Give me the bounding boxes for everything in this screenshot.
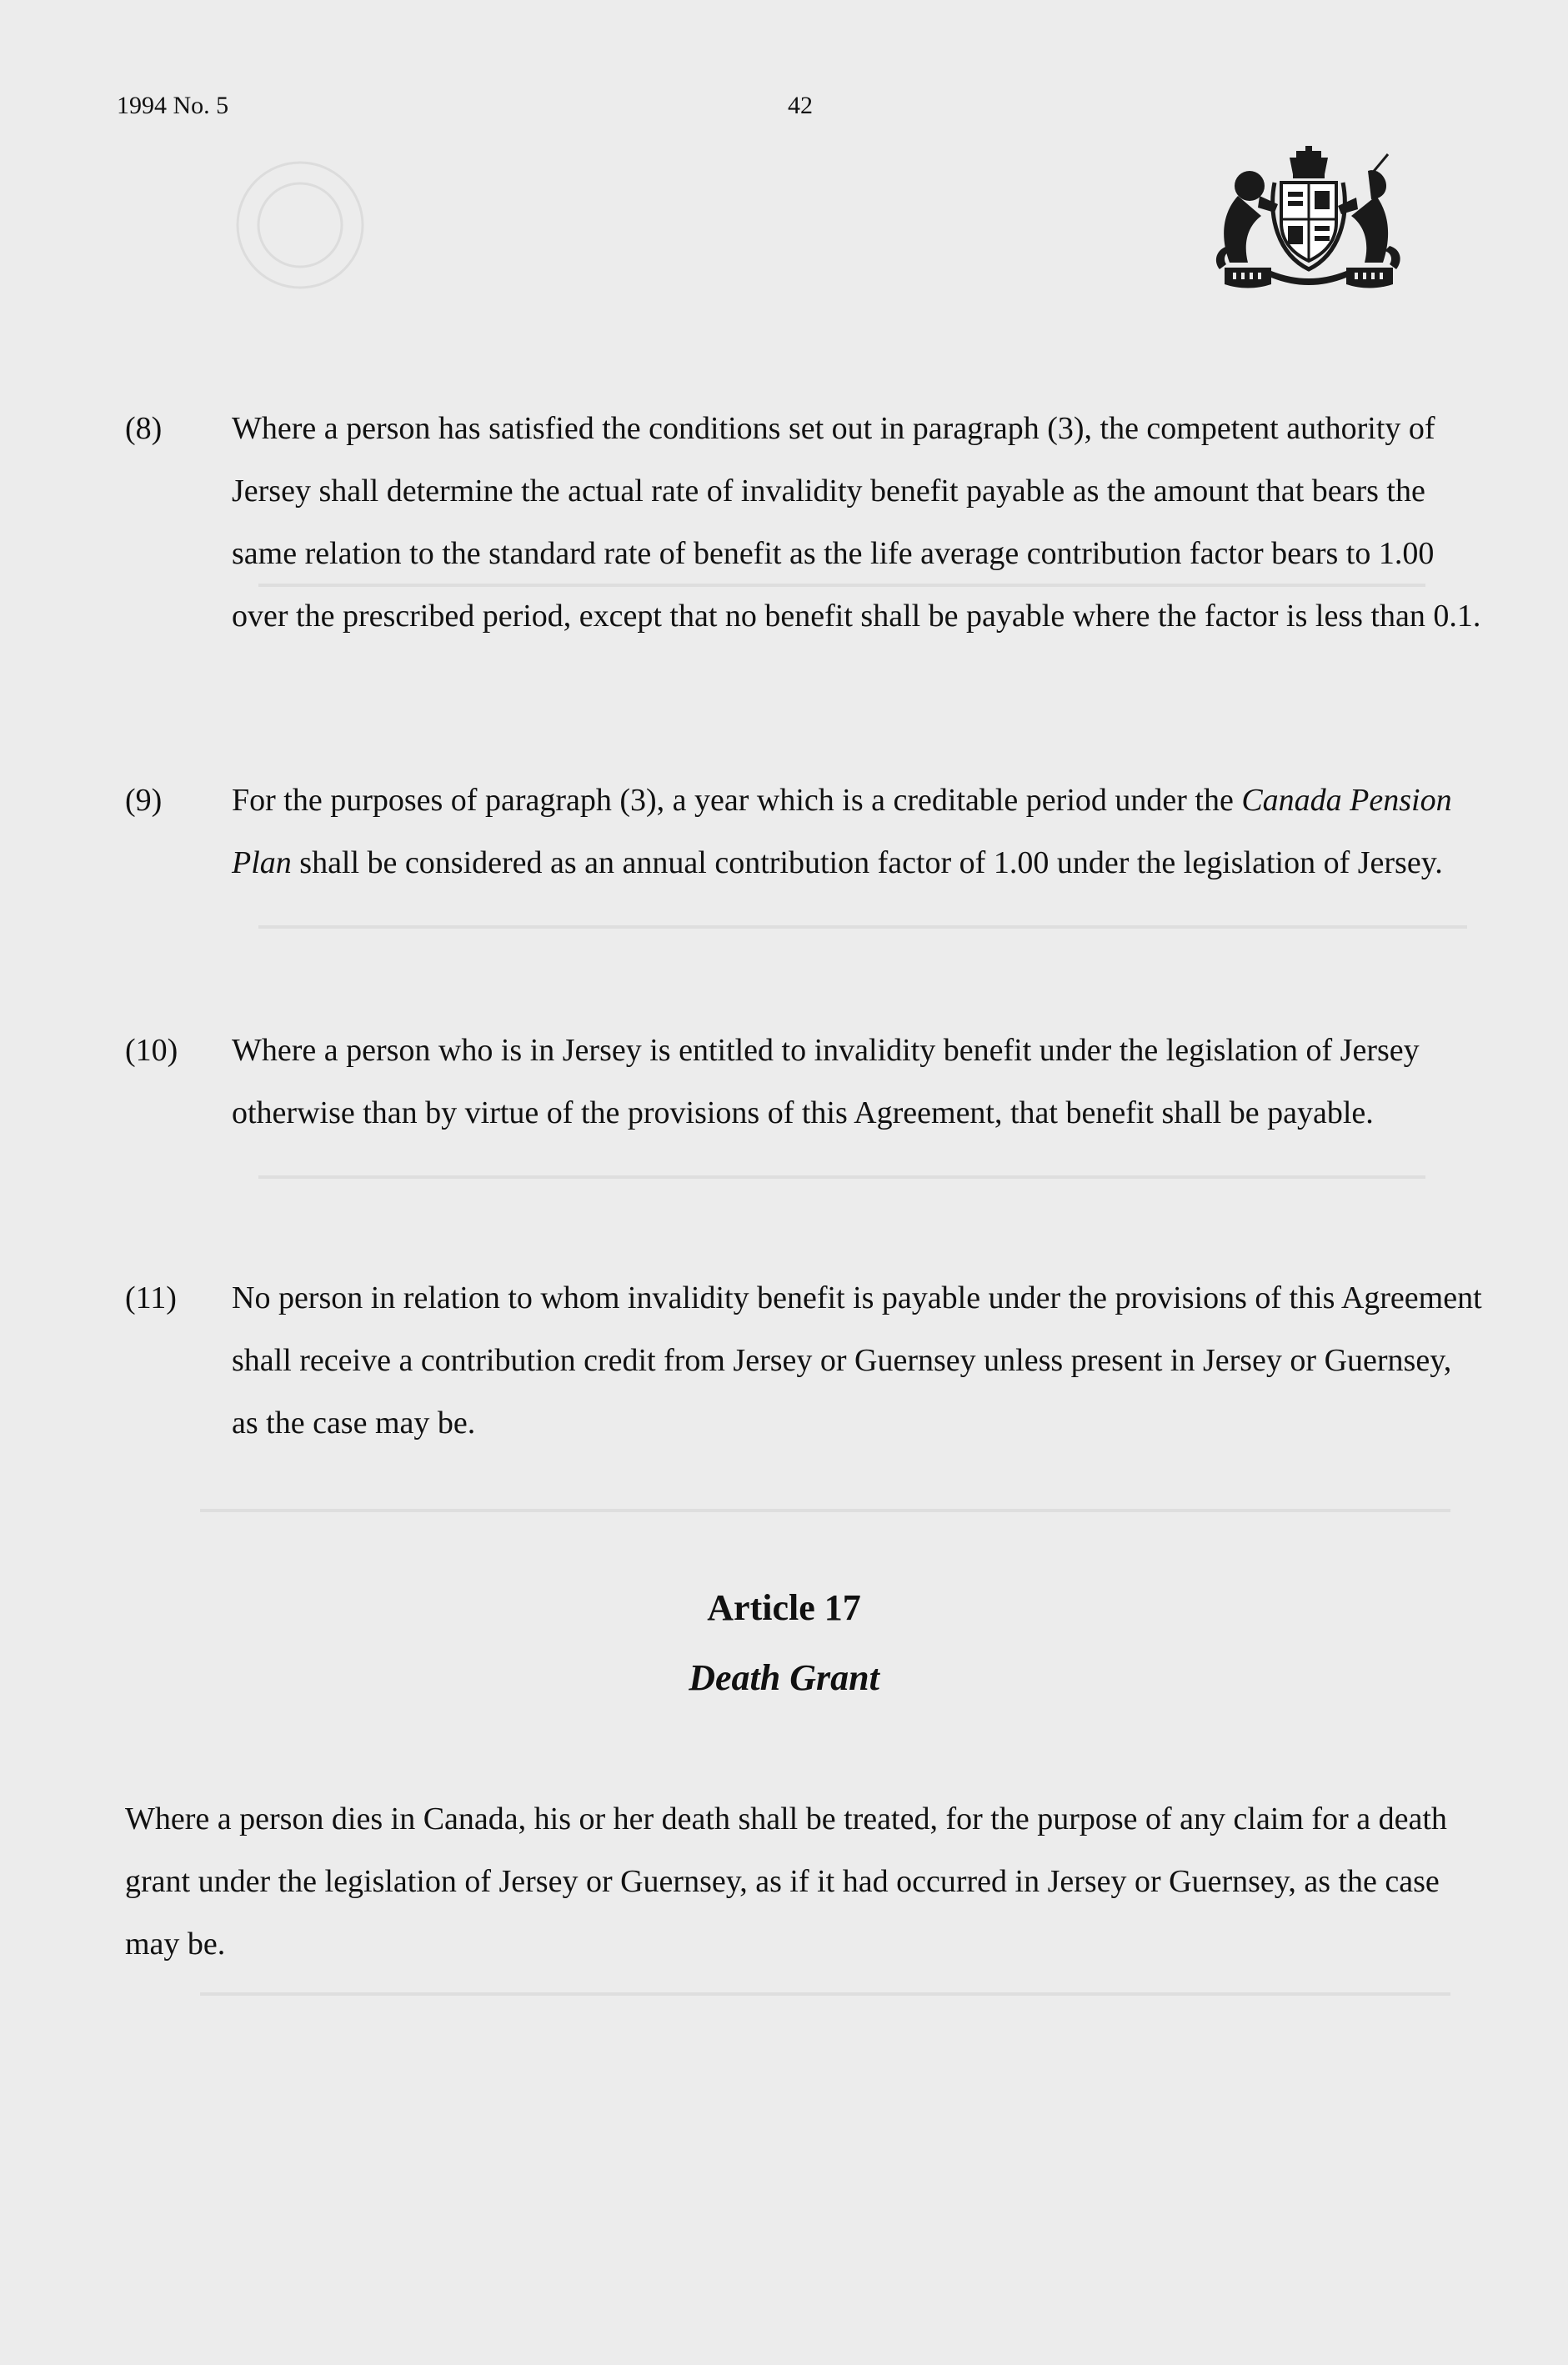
coat-of-arms-icon [1213, 146, 1405, 296]
paragraph-10 [125, 1020, 1484, 1145]
paragraph-text-start: For the purposes of paragraph (3), a year which is a creditable period under the [232, 783, 1242, 818]
paragraph-text: Where a person who is in Jersey is entitled to invalidity benefit under the legislation of Jersey otherwise than by virtue of the provisions of this Agreement, that benefit shall be payable. [232, 1033, 1420, 1130]
paragraph-number: (11) [125, 1280, 177, 1315]
header-page-number: 42 [788, 92, 813, 119]
header-document-number: 1994 No. 5 [117, 92, 229, 119]
paragraph-text: Where a person has satisfied the conditions set out in paragraph (3), the competent authority of Jersey shall determine the actual rate of invalidity benefit payable as the amount that bears the same relation to the standard rate of benefit as the life average contribution factor bears to 1.00 over the prescribed period, except that no benefit shall be payable where the factor is less than 0.1. [232, 411, 1481, 634]
paragraph-number: (9) [125, 783, 163, 818]
paragraph-11 [125, 1267, 1484, 1455]
paragraph-number: (8) [125, 411, 163, 446]
article-subheading: Death Grant [689, 1657, 879, 1698]
paragraph-8 [125, 398, 1484, 648]
act-title-italic: Canada Pension Plan [232, 783, 1452, 880]
paragraph-text [232, 769, 1484, 894]
paragraph-text-end: shall be considered as an annual contribution factor of 1.00 under the legislation of Jersey. [291, 845, 1443, 880]
article-heading: Article 17 [707, 1587, 861, 1628]
paragraph-text: No person in relation to whom invalidity benefit is payable under the provisions of this Agreement shall receive a contribution credit from Jersey or Guernsey unless present in Jersey or Guernsey, as the case may be. [232, 1280, 1482, 1441]
paragraph-number: (10) [125, 1033, 178, 1068]
paragraph-9 [125, 769, 1484, 894]
article-body-paragraph: Where a person dies in Canada, his or her death shall be treated, for the purpose of any claim for a death grant under the legislation of Jersey or Guernsey, as if it had occurred in Jersey or Guernsey, as the case may be. [125, 1801, 1447, 1962]
